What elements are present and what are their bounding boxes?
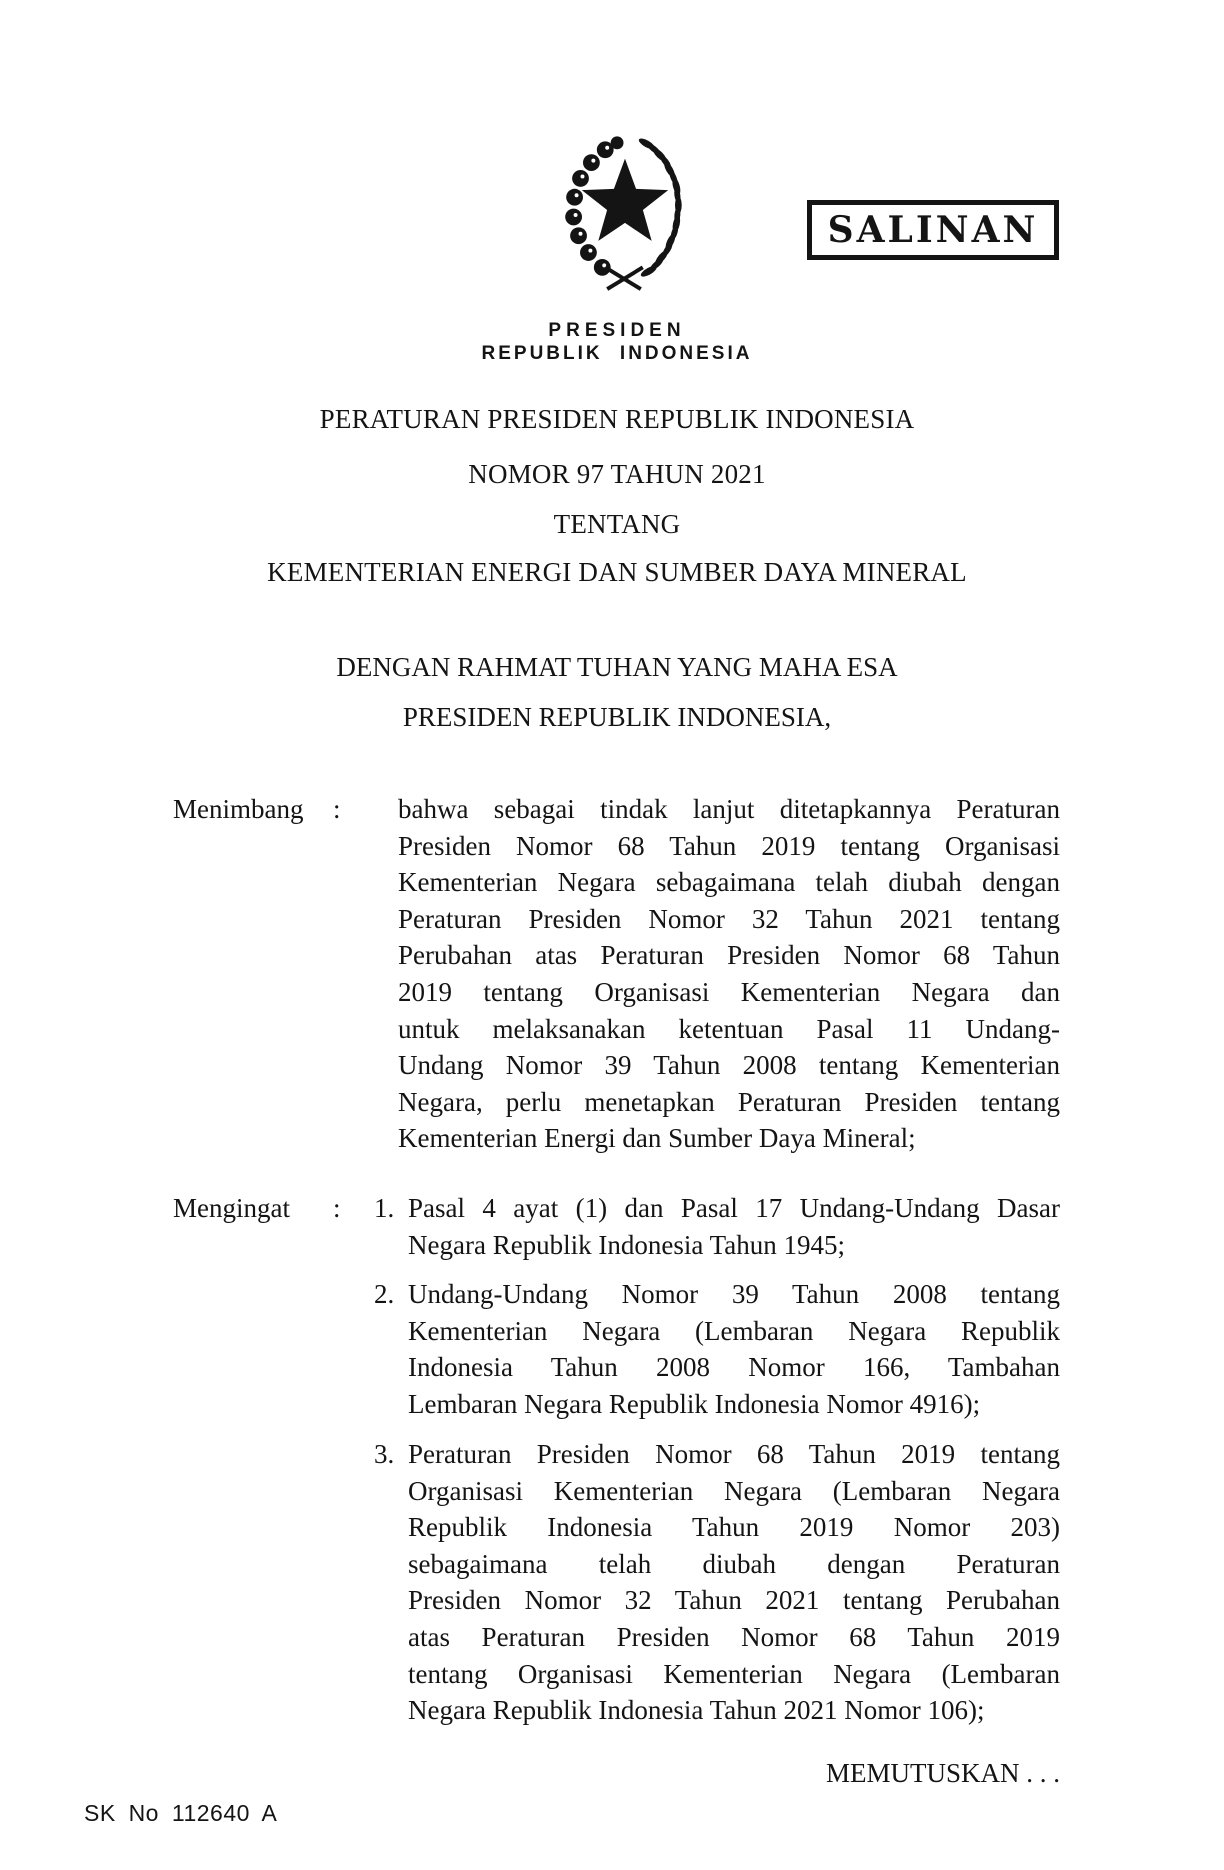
text-line: Pasal 4 ayat (1) dan Pasal 17 Undang-Undang Dasar <box>408 1193 1060 1223</box>
mengingat-item-text <box>408 1436 1060 1729</box>
text-line: Kementerian Negara (Lembaran Negara Republik <box>408 1315 1060 1346</box>
regulation-subject: KEMENTERIAN ENERGI DAN SUMBER DAYA MINERAL <box>267 557 967 587</box>
copy-stamp-label: SALINAN <box>827 209 1039 251</box>
text-line: sebagaimana telah diubah dengan Peraturan <box>408 1548 1060 1579</box>
text-line: Negara Republik Indonesia Tahun 1945; <box>408 1229 846 1260</box>
text-line: tentang Organisasi Kementerian Negara (Lembaran <box>408 1658 1060 1689</box>
mengingat-item-number: 2. <box>374 1279 395 1309</box>
mengingat-item-number: 3. <box>374 1439 395 1469</box>
text-line: Peraturan Presiden Nomor 32 Tahun 2021 tentang <box>398 903 1060 934</box>
text-line: Lembaran Negara Republik Indonesia Nomor 4916); <box>408 1388 981 1419</box>
state-emblem-star-wreath-icon <box>540 128 708 300</box>
text-line: Peraturan Presiden Nomor 68 Tahun 2019 tentang <box>408 1439 1060 1469</box>
text-line: Republik Indonesia Tahun 2019 Nomor 203) <box>408 1512 1060 1543</box>
sk-number: SK No 112640 A <box>84 1800 278 1826</box>
letterhead-office: PRESIDEN <box>548 320 686 341</box>
mengingat-item-text <box>408 1276 1060 1422</box>
letterhead-office-line2: REPUBLIK INDONESIA <box>481 343 753 364</box>
continuation-note: MEMUTUSKAN . . . <box>825 1758 1060 1788</box>
text-line: Kementerian Negara sebagaimana telah diubah dengan <box>398 867 1060 898</box>
invocation-line: DENGAN RAHMAT TUHAN YANG MAHA ESA <box>336 652 898 682</box>
text-line: atas Peraturan Presiden Nomor 68 Tahun 2019 <box>408 1621 1060 1652</box>
mengingat-label: Mengingat <box>173 1193 290 1223</box>
text-line: Kementerian Energi dan Sumber Daya Mineral; <box>398 1123 916 1154</box>
menimbang-label: Menimbang <box>173 794 304 824</box>
mengingat-item-text <box>408 1190 1060 1263</box>
copy-stamp <box>807 200 1059 260</box>
regulation-number: NOMOR 97 TAHUN 2021 <box>468 459 766 489</box>
regulation-tentang: TENTANG <box>553 509 681 539</box>
text-line: untuk melaksanakan ketentuan Pasal 11 Undang- <box>398 1013 1060 1044</box>
authority-line: PRESIDEN REPUBLIK INDONESIA, <box>402 702 832 732</box>
menimbang-paragraph <box>398 791 1060 1157</box>
text-line: Perubahan atas Peraturan Presiden Nomor 68 Tahun <box>398 940 1060 971</box>
text-line: Presiden Nomor 68 Tahun 2019 tentang Organisasi <box>398 830 1060 861</box>
text-line: 2019 tentang Organisasi Kementerian Negara dan <box>398 976 1060 1007</box>
mengingat-item-number: 1. <box>374 1193 395 1223</box>
regulation-title: PERATURAN PRESIDEN REPUBLIK INDONESIA <box>319 404 915 434</box>
menimbang-colon: : <box>333 794 341 824</box>
text-line: Undang-Undang Nomor 39 Tahun 2008 tentang <box>408 1279 1060 1309</box>
text-line: Negara, perlu menetapkan Peraturan Presiden tentang <box>398 1086 1060 1117</box>
text-line: Indonesia Tahun 2008 Nomor 166, Tambahan <box>408 1352 1060 1383</box>
text-line: Organisasi Kementerian Negara (Lembaran Negara <box>408 1475 1060 1506</box>
text-line: Presiden Nomor 32 Tahun 2021 tentang Perubahan <box>408 1585 1060 1616</box>
mengingat-colon: : <box>333 1193 341 1223</box>
text-line: Negara Republik Indonesia Tahun 2021 Nomor 106); <box>408 1695 985 1726</box>
text-line: Undang Nomor 39 Tahun 2008 tentang Kementerian <box>398 1050 1060 1081</box>
text-line: bahwa sebagai tindak lanjut ditetapkannya Peraturan <box>398 794 1060 824</box>
